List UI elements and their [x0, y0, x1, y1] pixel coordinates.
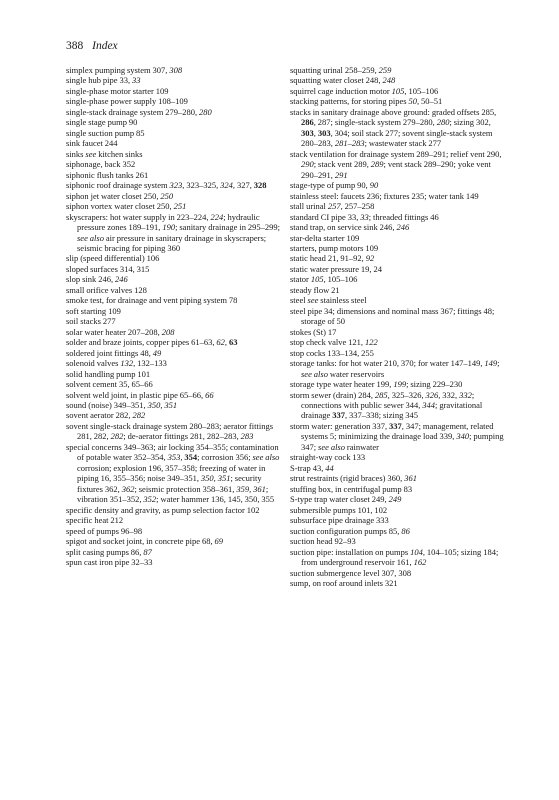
index-entry	[290, 86, 504, 96]
italic-locator: 246	[396, 222, 410, 233]
italic-locator: 66	[205, 389, 214, 400]
index-entry	[290, 295, 504, 305]
entry-text: ; threaded fittings 46	[368, 211, 439, 222]
index-entry	[290, 306, 504, 327]
index-entry	[66, 369, 284, 379]
entry-text: ; wastewater stack 277	[364, 138, 442, 149]
italic-locator: see also	[301, 368, 328, 379]
index-entry	[290, 96, 504, 106]
entry-text: , 50–51	[416, 96, 443, 107]
entry-text: stator	[290, 274, 311, 285]
entry-text: siphonic flush tanks 261	[66, 169, 149, 180]
entry-text: , 347; management, related systems 5; minimizing the drainage load 339,	[301, 420, 494, 442]
entry-text: strut restraints (rigid braces) 360,	[290, 473, 405, 484]
entry-text: steady flow 21	[290, 284, 340, 295]
index-entry	[290, 390, 504, 421]
italic-locator: 352	[143, 494, 157, 505]
entry-text: S-trap 43,	[290, 462, 326, 473]
index-entry	[66, 421, 284, 442]
index-entry	[66, 557, 284, 567]
index-entry	[66, 306, 284, 316]
index-entry	[290, 212, 504, 222]
italic-locator: 362	[121, 483, 135, 494]
index-entry	[290, 452, 504, 462]
italic-locator: 149	[484, 358, 498, 369]
italic-locator: 359	[236, 483, 250, 494]
index-entry	[290, 107, 504, 149]
index-entry	[66, 180, 284, 190]
entry-text: single stage pump 90	[66, 117, 138, 128]
italic-locator: 324	[220, 180, 233, 191]
entry-text: kitchen sinks	[96, 148, 143, 159]
index-entry	[66, 379, 284, 389]
index-entry	[290, 327, 504, 337]
entry-text: straight-way cock 133	[290, 452, 366, 463]
entry-text: single-stack drainage system 279–280,	[66, 106, 200, 117]
entry-text: submersible pumps 101, 102	[290, 504, 388, 515]
entry-text: star-delta starter 109	[290, 232, 360, 243]
index-entry	[66, 96, 284, 106]
index-entry	[290, 149, 504, 180]
entry-text: ; seismic protection 358–361,	[134, 483, 237, 494]
index-entry	[66, 410, 284, 420]
entry-text: ,	[160, 400, 165, 410]
entry-text: , 257–258	[340, 201, 375, 212]
entry-text: static head 21, 91–92,	[290, 253, 366, 264]
entry-text: ; vent stack 289–290; yoke vent 290–291,	[301, 159, 491, 180]
entry-text: stand trap, on service sink 246,	[290, 222, 397, 233]
index-entry	[66, 515, 284, 525]
entry-text: sound (noise) 349–351,	[66, 400, 148, 410]
italic-locator: 105	[391, 85, 405, 96]
index-entry	[290, 515, 504, 525]
entry-text: ; security fixtures 362,	[77, 473, 262, 494]
bold-locator: 63	[228, 337, 238, 348]
italic-locator: 282	[110, 431, 124, 442]
entry-text: single-phase motor starter 109	[66, 85, 169, 96]
italic-locator: 33	[360, 211, 369, 222]
index-entry	[66, 128, 284, 138]
entry-text: storage tanks: for hot water 210, 370; for water 147–149,	[290, 358, 485, 369]
index-entry	[66, 75, 284, 85]
index-entry	[66, 505, 284, 515]
index-entry	[66, 86, 284, 96]
italic-locator: 290	[301, 159, 314, 170]
entry-text: single-phase power supply 108–109	[66, 96, 188, 107]
entry-text: ; sanitary drainage in 295–299;	[175, 222, 281, 233]
index-entry	[290, 243, 504, 253]
entry-text: sovent single-stack drainage system 280–283; aerator fittings 281, 282,	[66, 420, 274, 442]
bold-locator: 337	[332, 410, 345, 421]
italic-locator: 351	[164, 400, 178, 410]
index-entry	[290, 191, 504, 201]
entry-text: solder and braze joints, copper pipes 61–63,	[66, 337, 217, 348]
italic-locator: 353	[167, 452, 181, 463]
italic-locator: 246	[115, 274, 128, 285]
entry-text: sink faucet 244	[66, 138, 118, 149]
index-entry	[66, 274, 284, 284]
index-entry	[290, 264, 504, 274]
italic-locator: 281–283	[334, 138, 365, 149]
index-entry	[66, 264, 284, 274]
entry-text: suction configuration pumps 85,	[290, 525, 402, 536]
italic-locator: 162	[413, 557, 427, 568]
bold-locator: 303	[301, 127, 314, 138]
italic-locator: 361	[404, 473, 417, 484]
index-entry	[66, 253, 284, 263]
entry-text: ; vibration 351–352,	[77, 483, 269, 505]
entry-text: ,	[313, 127, 318, 138]
entry-text: ; hydraulic pressure zones 189–191,	[77, 211, 260, 233]
index-entry	[290, 233, 504, 243]
entry-text: solar water heater 207–208,	[66, 326, 162, 337]
italic-locator: 224	[210, 211, 224, 222]
italic-locator: 291	[334, 169, 348, 180]
italic-locator: see also	[252, 452, 280, 463]
italic-locator: 69	[214, 536, 224, 547]
entry-text: stainless steel	[318, 295, 367, 306]
entry-text: S-type trap water closet 249,	[290, 494, 389, 505]
entry-text: stacking patterns, for storing pipes	[290, 96, 409, 107]
entry-text: single suction pump 85	[66, 127, 145, 138]
index-entry	[290, 274, 504, 284]
index-entry	[66, 170, 284, 180]
italic-locator: 332	[459, 389, 472, 400]
index-entry	[66, 526, 284, 536]
italic-locator: 248	[382, 75, 396, 86]
entry-text: special concerns 349–363; air locking 354–355; contamination of potable water 352–354,	[66, 441, 279, 463]
entry-text: corrosion; explosion 196, 357–358; freezing of water in piping 16, 355–356; noise 349–351,	[77, 462, 266, 484]
entry-text: specific density and gravity, as pump selection factor 102	[66, 504, 260, 515]
entry-text: , 104–105; sizing 184; from underground reservoir 161,	[301, 546, 499, 568]
index-entry	[290, 65, 504, 75]
index-entry	[290, 505, 504, 515]
entry-text: stall urinal	[290, 201, 328, 212]
index-entry	[66, 400, 284, 410]
italic-locator: 326	[425, 389, 439, 400]
index-entry	[66, 337, 284, 347]
index-entry	[290, 578, 504, 588]
index-entry	[66, 327, 284, 337]
index-column-right	[290, 65, 504, 588]
entry-text: suction submergence level 307, 308	[290, 567, 412, 578]
entry-text: single hub pipe 33,	[66, 75, 133, 86]
entry-text: small orifice valves 128	[66, 284, 147, 295]
index-entry	[290, 379, 504, 389]
entry-text: water reservoirs	[327, 368, 385, 379]
index-entry	[66, 159, 284, 169]
italic-locator: 132	[120, 358, 134, 369]
index-entry	[66, 201, 284, 211]
entry-text: squatting water closet 248,	[290, 75, 383, 86]
entry-text: soft starting 109	[66, 305, 121, 316]
entry-text: ; sizing 302,	[449, 117, 491, 128]
running-header	[66, 39, 118, 53]
italic-locator: 350	[200, 473, 214, 484]
entry-text: static water pressure 19, 24	[290, 263, 382, 274]
italic-locator: 340	[456, 431, 470, 442]
index-entry	[66, 348, 284, 358]
entry-text: slop sink 246,	[66, 274, 115, 285]
entry-text: stuffing box, in centrifugal pump 83	[290, 483, 413, 494]
bold-locator: 354	[184, 452, 198, 463]
index-entry	[290, 358, 504, 379]
italic-locator: 250	[160, 190, 174, 201]
italic-locator: 280	[199, 106, 212, 117]
italic-locator: 208	[161, 326, 175, 337]
entry-text: siphon vortex water closet 250,	[66, 201, 174, 212]
index-entry	[290, 568, 504, 578]
italic-locator: 87	[143, 546, 152, 557]
italic-locator: 90	[369, 180, 379, 191]
entry-text: stage-type of pump 90,	[290, 180, 370, 191]
italic-locator: 257	[327, 201, 341, 212]
italic-locator: see	[307, 295, 319, 306]
index-entry	[290, 526, 504, 536]
index-entry	[290, 222, 504, 232]
entry-text: suction head 92–93	[290, 536, 356, 547]
entry-text: ; gravitational drainage	[301, 400, 483, 421]
entry-text: stainless steel: faucets 236; fixtures 235; water tank 149	[290, 190, 479, 201]
italic-locator: 285	[374, 389, 388, 400]
entry-text: storage type water heater 199,	[290, 379, 394, 390]
entry-text: spun cast iron pipe 32–33	[66, 557, 153, 568]
entry-text: , 325–326,	[387, 389, 426, 400]
entry-text: solid handling pump 101	[66, 368, 151, 379]
index-entry	[290, 180, 504, 190]
index-entry	[290, 75, 504, 85]
entry-text: storm sewer (drain) 284,	[290, 389, 375, 400]
index-entry	[66, 295, 284, 305]
italic-locator: 323	[169, 180, 183, 191]
entry-text: sinks	[66, 148, 86, 159]
entry-text: smoke test, for drainage and vent piping system 78	[66, 295, 238, 306]
index-entry	[290, 201, 504, 211]
entry-text: , 332,	[438, 389, 460, 400]
entry-text: ,	[213, 473, 218, 484]
index-entry	[290, 547, 504, 568]
index-entry	[66, 107, 284, 117]
entry-text: storm water: generation 337,	[290, 420, 390, 431]
entry-text: ; stack vent 289,	[313, 159, 371, 170]
italic-locator: 282	[132, 410, 146, 421]
entry-text: skyscrapers: hot water supply in 223–224,	[66, 211, 211, 222]
entry-text: ,	[180, 452, 185, 463]
entry-text: soldered joint fittings 48,	[66, 347, 153, 358]
entry-text: solvent weld joint, in plastic pipe 65–66,	[66, 389, 206, 400]
index-entry	[66, 536, 284, 546]
entry-text: , 337–338; sizing 345	[344, 410, 419, 421]
entry-text: ; de-aerator fittings 281, 282–283,	[123, 431, 241, 442]
index-entry	[290, 253, 504, 263]
index-entry	[66, 149, 284, 159]
italic-locator: 92	[365, 253, 375, 264]
index-entry	[290, 463, 504, 473]
entry-text: ; pumping 347;	[301, 431, 504, 452]
entry-text: subsurface pipe drainage 333	[290, 515, 389, 526]
entry-text: , 287; single-stack system 279–280,	[313, 117, 437, 128]
entry-text: solenoid valves	[66, 358, 121, 369]
page-number: 388	[66, 40, 84, 52]
index-entry	[66, 65, 284, 75]
entry-text: sump, on roof around inlets 321	[290, 577, 398, 588]
index-column-left	[66, 65, 284, 568]
entry-text: steel pipe 34; dimensions and nominal mass 367; fittings 48; storage of 50	[290, 305, 495, 327]
index-entry	[66, 442, 284, 505]
entry-text: siphonic roof drainage system	[66, 180, 170, 191]
italic-locator: 249	[388, 494, 402, 505]
entry-text: spigot and socket joint, in concrete pipe 68,	[66, 536, 215, 547]
italic-locator: 280	[436, 117, 450, 128]
index-entry	[290, 473, 504, 483]
entry-text: slip (speed differential) 106	[66, 253, 160, 264]
entry-text: stokes (St) 17	[290, 326, 337, 337]
entry-text: speed of pumps 96–98	[66, 525, 143, 536]
entry-text: stacks in sanitary drainage above ground: graded offsets 285,	[290, 106, 497, 117]
italic-locator: 259	[378, 65, 392, 75]
entry-text: stop cocks 133–134, 255	[290, 347, 374, 358]
bold-locator: 328	[253, 180, 267, 191]
entry-text: air pressure in sanitary drainage in skyscrapers; seismic bracing for piping 360	[77, 232, 267, 253]
italic-locator: 251	[173, 201, 187, 212]
entry-text: ; sizing 229–230	[406, 379, 463, 390]
entry-text: starters, pump motors 109	[290, 242, 379, 253]
index-entry	[66, 138, 284, 148]
entry-text: squatting urinal 258–259,	[290, 65, 379, 75]
index-entry	[66, 547, 284, 557]
italic-locator: see	[85, 148, 97, 159]
italic-locator: see also	[77, 232, 104, 243]
entry-text: , 304; soil stack 277; sovent single-stack system 280–283,	[301, 127, 493, 149]
index-entry	[66, 358, 284, 368]
entry-text: , 105–106	[404, 85, 439, 96]
index-entry	[66, 117, 284, 127]
index-entry	[290, 494, 504, 504]
index-entry	[290, 337, 504, 347]
entry-text: ;	[497, 358, 500, 369]
italic-locator: 33	[132, 75, 141, 86]
running-title: Index	[92, 40, 118, 52]
entry-text: , 323–325,	[182, 180, 221, 191]
italic-locator: 190	[162, 222, 176, 233]
italic-locator: 351	[217, 473, 231, 484]
index-entry	[290, 348, 504, 358]
entry-text: split casing pumps 86,	[66, 546, 144, 557]
italic-locator: 105	[310, 274, 324, 285]
entry-text: , 327,	[232, 180, 254, 191]
index-entry	[290, 285, 504, 295]
entry-text: , 132–133	[133, 358, 167, 369]
italic-locator: see also	[318, 441, 345, 452]
italic-locator: 199	[393, 379, 407, 390]
italic-locator: 361	[253, 483, 266, 494]
italic-locator: 44	[325, 462, 334, 473]
entry-text: specific heat 212	[66, 515, 124, 526]
italic-locator: 308	[169, 65, 183, 75]
entry-text: stop check valve 121,	[290, 337, 365, 348]
entry-text: , 105–106	[323, 274, 358, 285]
italic-locator: 283	[240, 431, 254, 442]
italic-locator: 86	[401, 525, 410, 536]
entry-text: ,	[224, 337, 229, 348]
index-entry	[66, 316, 284, 326]
bold-locator: 303	[317, 127, 331, 138]
italic-locator: 50	[408, 96, 417, 107]
entry-text: solvent cement 35, 65–66	[66, 379, 153, 390]
italic-locator: 344	[422, 400, 436, 410]
index-entry	[290, 536, 504, 546]
italic-locator: 289	[370, 159, 384, 170]
entry-text: ; connections with public sewer 344,	[301, 389, 475, 410]
entry-text: sloped surfaces 314, 315	[66, 263, 150, 274]
entry-text: siphonage, back 352	[66, 159, 136, 170]
entry-text: stack ventilation for drainage system 289–291; relief vent 290,	[290, 148, 502, 159]
entry-text: suction pipe: installation on pumps	[290, 546, 411, 557]
italic-locator: 49	[152, 347, 162, 358]
entry-text: sovent aerator 282,	[66, 410, 133, 421]
italic-locator: 62	[216, 337, 225, 348]
index-entry	[66, 390, 284, 400]
entry-text: simplex pumping system 307,	[66, 65, 170, 75]
entry-text: ,	[249, 483, 254, 494]
bold-locator: 337	[389, 420, 402, 431]
index-entry	[66, 285, 284, 295]
index-entry	[290, 484, 504, 494]
entry-text: rainwater	[345, 441, 380, 452]
entry-text: siphon jet water closet 250,	[66, 190, 161, 201]
entry-text: steel	[290, 295, 308, 306]
italic-locator: 122	[364, 337, 378, 348]
entry-text: ; corrosion 356;	[197, 452, 253, 463]
italic-locator: 350	[147, 400, 161, 410]
index-entry	[66, 191, 284, 201]
entry-text: squirrel cage induction motor	[290, 85, 392, 96]
italic-locator: 104	[410, 546, 423, 557]
index-entry	[66, 212, 284, 254]
entry-text: ; water hammer 136, 145, 350, 355	[156, 494, 275, 505]
entry-text: soil stacks 277	[66, 316, 116, 327]
index-entry	[290, 421, 504, 452]
bold-locator: 286	[301, 117, 314, 128]
entry-text: standard CI pipe 33,	[290, 211, 361, 222]
